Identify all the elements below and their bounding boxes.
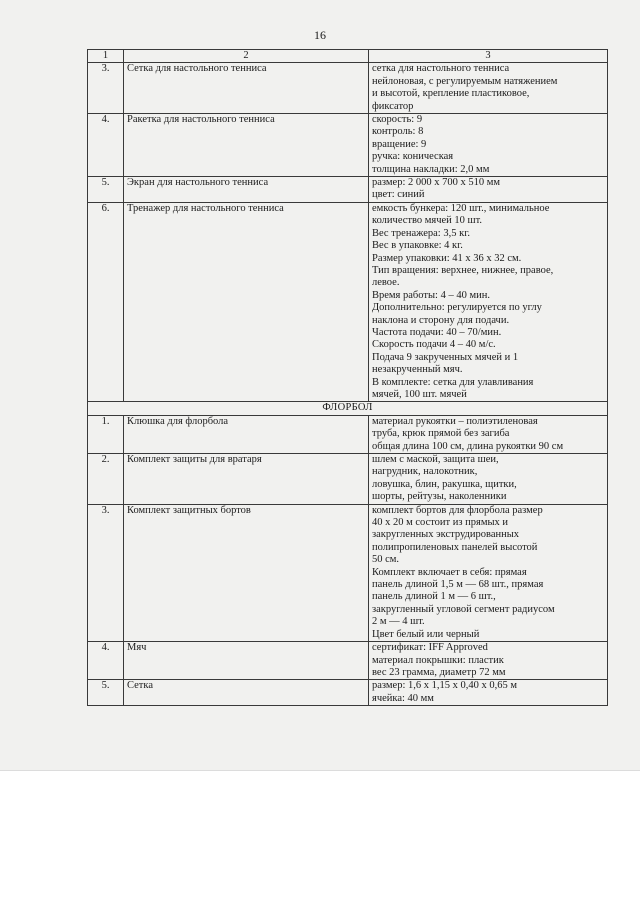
description-line: ячейка: 40 мм	[372, 692, 434, 704]
row-number: 2.	[88, 454, 124, 505]
item-name: Сетка	[124, 680, 369, 706]
scan-edge	[0, 770, 640, 771]
description-line: Время работы: 4 – 40 мин.	[372, 289, 490, 301]
description-line: Скорость подачи 4 – 40 м/с.	[372, 339, 496, 351]
description-line: закругленный угловой сегмент радиусом	[372, 603, 555, 615]
item-name: Тренажер для настольного тенниса	[124, 202, 369, 402]
table-row	[88, 454, 608, 505]
description-line: незакрученный мяч.	[372, 364, 463, 376]
table-row	[88, 415, 608, 453]
description-line: ловушка, блин, ракушка, щитки,	[372, 478, 517, 490]
item-description	[369, 177, 608, 203]
section-row	[88, 402, 608, 415]
item-description	[369, 680, 608, 706]
table-row	[88, 642, 608, 680]
description-line: толщина накладки: 2,0 мм	[372, 163, 490, 175]
item-name: Клюшка для флорбола	[124, 415, 369, 453]
row-number: 3.	[88, 63, 124, 114]
column-header-name: 2	[124, 50, 369, 63]
row-number: 5.	[88, 177, 124, 203]
description-line: фиксатор	[372, 100, 414, 112]
description-line: труба, крюк прямой без загиба	[372, 428, 510, 440]
section-title: ФЛОРБОЛ	[88, 402, 608, 415]
item-description	[369, 504, 608, 641]
description-line: материал рукоятки – полиэтиленовая	[372, 415, 538, 427]
description-line: Подача 9 закрученных мячей и 1	[372, 351, 519, 363]
table-row	[88, 202, 608, 402]
description-line: скорость: 9	[372, 114, 423, 126]
table-header-row	[88, 50, 608, 63]
item-description	[369, 63, 608, 114]
description-line: панель длиной 1 м — 6 шт.,	[372, 591, 496, 603]
description-line: Цвет белый или черный	[372, 628, 480, 640]
table-row	[88, 680, 608, 706]
item-name: Экран для настольного тенниса	[124, 177, 369, 203]
item-name: Сетка для настольного тенниса	[124, 63, 369, 114]
description-line: Комплект включает в себя: прямая	[372, 566, 527, 578]
description-line: сетка для настольного тенниса	[372, 63, 510, 75]
item-name: Мяч	[124, 642, 369, 680]
description-line: количество мячей 10 шт.	[372, 215, 483, 227]
table-row	[88, 177, 608, 203]
description-line: В комплекте: сетка для улавливания	[372, 376, 534, 388]
description-line: шлем с маской, защита шеи,	[372, 454, 499, 465]
description-line: полипропиленовых панелей высотой	[372, 541, 538, 553]
description-line: 2 м — 4 шт.	[372, 616, 425, 628]
column-header-description: 3	[369, 50, 608, 63]
description-line: 40 х 20 м состоит из прямых и	[372, 517, 509, 529]
description-line: Частота подачи: 40 – 70/мин.	[372, 326, 502, 338]
description-line: наклона и сторону для подачи.	[372, 314, 510, 326]
description-line: размер: 2 000 х 700 х 510 мм	[372, 177, 501, 189]
description-line: ручка: коническая	[372, 151, 454, 163]
row-number: 4.	[88, 642, 124, 680]
description-line: общая длина 100 см, длина рукоятки 90 см	[372, 440, 564, 452]
description-line: емкость бункера: 120 шт., минимальное	[372, 202, 550, 214]
description-line: материал покрышки: пластик	[372, 654, 504, 666]
item-description	[369, 202, 608, 402]
description-line: комплект бортов для флорбола размер	[372, 504, 543, 516]
page-number: 16	[314, 28, 326, 42]
row-number: 1.	[88, 415, 124, 453]
item-description	[369, 415, 608, 453]
description-line: контроль: 8	[372, 126, 424, 138]
item-name: Комплект защиты для вратаря	[124, 454, 369, 505]
item-description	[369, 114, 608, 177]
table-row	[88, 63, 608, 114]
description-line: нейлоновая, с регулируемым натяжением	[372, 75, 558, 87]
description-line: Тип вращения: верхнее, нижнее, правое,	[372, 264, 554, 276]
item-name: Комплект защитных бортов	[124, 504, 369, 641]
item-name: Ракетка для настольного тенниса	[124, 114, 369, 177]
description-line: и высотой, крепление пластиковое,	[372, 88, 530, 100]
description-line: Вес тренажера: 3,5 кг.	[372, 227, 470, 239]
description-line: Дополнительно: регулируется по углу	[372, 302, 542, 314]
row-number: 3.	[88, 504, 124, 641]
description-line: вес 23 грамма, диаметр 72 мм	[372, 666, 506, 678]
description-line: левое.	[372, 277, 400, 289]
description-line: панель длиной 1,5 м — 68 шт., прямая	[372, 579, 544, 591]
description-line: вращение: 9	[372, 138, 427, 150]
description-line: цвет: синий	[372, 189, 425, 201]
row-number: 4.	[88, 114, 124, 177]
specification-table	[87, 49, 608, 706]
item-description	[369, 454, 608, 505]
description-line: размер: 1,6 х 1,15 х 0,40 х 0,65 м	[372, 680, 518, 692]
description-line: сертификат: IFF Approved	[372, 642, 488, 654]
row-number: 5.	[88, 680, 124, 706]
description-line: Вес в упаковке: 4 кг.	[372, 240, 463, 252]
row-number: 6.	[88, 202, 124, 402]
table-row	[88, 504, 608, 641]
description-line: мячей, 100 шт. мячей	[372, 388, 467, 400]
description-line: нагрудник, налокотник,	[372, 466, 478, 478]
item-description	[369, 642, 608, 680]
table-row	[88, 114, 608, 177]
column-header-number: 1	[88, 50, 124, 63]
description-line: шорты, рейтузы, наколенники	[372, 491, 507, 503]
description-line: закругленных экструдированных	[372, 529, 520, 541]
description-line: Размер упаковки: 41 х 36 х 32 см.	[372, 252, 522, 264]
description-line: 50 см.	[372, 554, 400, 566]
